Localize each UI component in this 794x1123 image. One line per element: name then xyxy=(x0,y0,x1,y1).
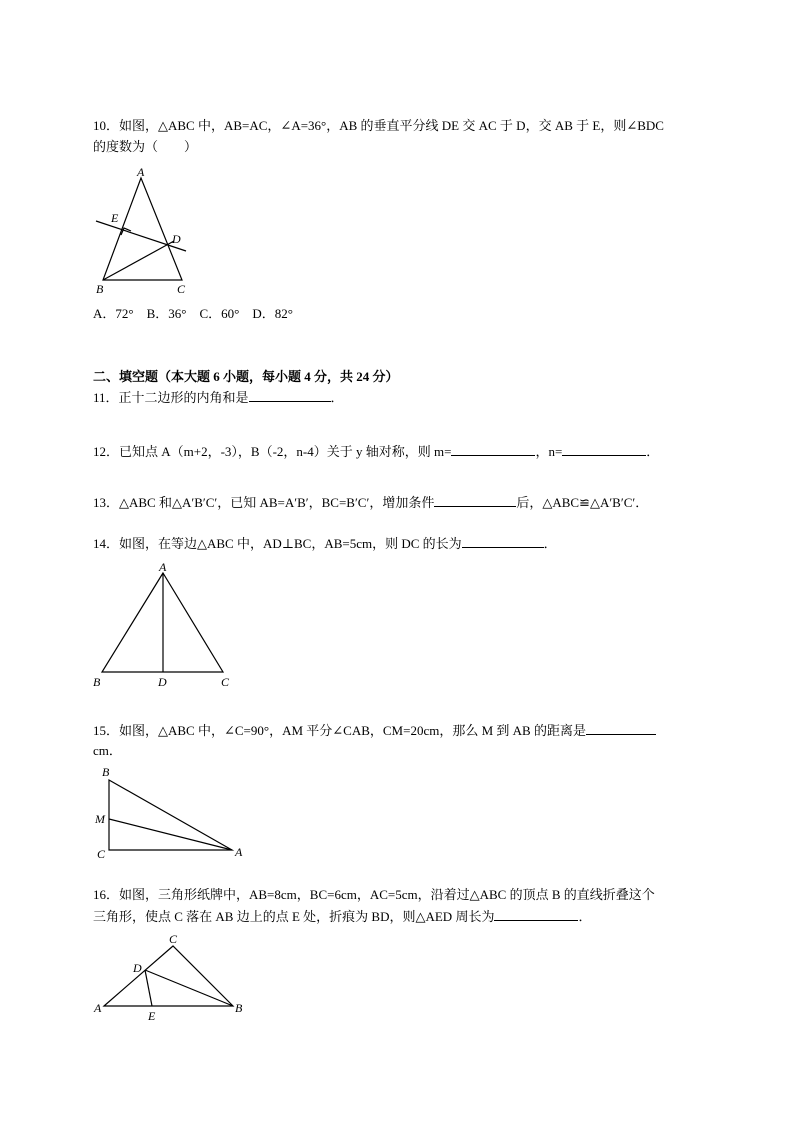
q14-label-a: A xyxy=(159,560,167,574)
q13 xyxy=(93,494,648,511)
q16-text-line1: 16．如图，三角形纸牌中，AB=8cm，BC=6cm，AC=5cm，沿着过△ABC 的顶点 B 的直线折叠这个 xyxy=(93,887,655,902)
q11-text: 11．正十二边形的内角和是 xyxy=(93,390,249,405)
q10-segment-bd xyxy=(103,241,174,280)
q16-segment-de xyxy=(145,970,152,1006)
q16-text-line2: 三角形，使点 C 落在 AB 边上的点 E 处，折痕为 BD，则△AED 周长为 xyxy=(93,909,495,924)
q10-options: A．72° B．36° C．60° D．82° xyxy=(93,306,293,321)
q14-end: ． xyxy=(543,536,557,551)
q10-label-c: C xyxy=(177,282,186,296)
q15-text-line2: cm． xyxy=(93,743,122,758)
q15-label-b: B xyxy=(102,765,110,779)
q13-answer-blank[interactable] xyxy=(434,494,516,507)
q10-text-line1: 10．如图，△ABC 中，AB=AC，∠A=36°，AB 的垂直平分线 DE 交 AC 于 D，交 AB 于 E，则∠BDC xyxy=(93,118,664,133)
q14-text: 14．如图，在等边△ABC 中，AD⊥BC，AB=5cm，则 DC 的长为 xyxy=(93,536,462,551)
q11-answer-blank[interactable] xyxy=(249,389,331,402)
q10-text-line2: 的度数为（ ） xyxy=(93,139,198,154)
q16-label-c: C xyxy=(169,932,178,946)
section2-heading: 二、填空题（本大题 6 小题，每小题 4 分，共 24 分） xyxy=(93,369,399,384)
q14-label-b: B xyxy=(93,675,101,689)
q10-perpendicular-bisector xyxy=(96,221,186,251)
q16-triangle xyxy=(104,946,233,1006)
q14-triangle xyxy=(102,573,223,672)
q15-text: 15．如图，△ABC 中，∠C=90°，AM 平分∠CAB，CM=20cm，那么 M 到 AB 的距离是 xyxy=(93,723,586,738)
q16-answer-blank[interactable] xyxy=(494,908,578,921)
q14-answer-blank[interactable] xyxy=(462,535,544,548)
q12-end: ． xyxy=(646,444,660,459)
q10-label-b: B xyxy=(96,282,104,296)
q13-text: 13．△ABC 和△A′B′C′，已知 AB=A′B′，BC=B′C′，增加条件 xyxy=(93,495,435,510)
q16-label-e: E xyxy=(148,1009,156,1023)
q12-answer-blank-m[interactable] xyxy=(451,443,535,456)
q14-label-c: C xyxy=(221,675,230,689)
q15-answer-blank[interactable] xyxy=(586,722,656,735)
q15-label-a: A xyxy=(235,845,243,859)
q12-text: 12．已知点 A（m+2，-3），B（-2，n-4）关于 y 轴对称，则 m= xyxy=(93,444,452,459)
q15-label-m: M xyxy=(95,812,105,826)
q10-label-d: D xyxy=(172,232,181,246)
q14-label-d: D xyxy=(158,675,167,689)
q11 xyxy=(93,389,344,406)
q13-end: 后，△ABC≌△A′B′C′． xyxy=(516,495,649,510)
q16-label-b: B xyxy=(235,1001,243,1015)
q10-label-e: E xyxy=(111,211,119,225)
q16-fold-line-bd xyxy=(145,970,233,1006)
q12 xyxy=(93,443,659,460)
q15-triangle xyxy=(109,780,232,850)
q10-label-a: A xyxy=(137,165,145,179)
q16-label-d: D xyxy=(133,961,142,975)
q10-right-angle-mark xyxy=(121,228,131,235)
q15-bisector-am xyxy=(109,819,232,850)
q14 xyxy=(93,535,557,552)
q16 xyxy=(93,908,591,925)
q15-label-c: C xyxy=(97,847,106,861)
q16-label-a: A xyxy=(94,1001,102,1015)
q12-mid: ，n= xyxy=(535,444,563,459)
q15 xyxy=(93,722,656,739)
q16-end: ． xyxy=(578,909,592,924)
q12-answer-blank-n[interactable] xyxy=(562,443,646,456)
q10-triangle xyxy=(96,178,186,280)
q11-end: ． xyxy=(330,390,344,405)
